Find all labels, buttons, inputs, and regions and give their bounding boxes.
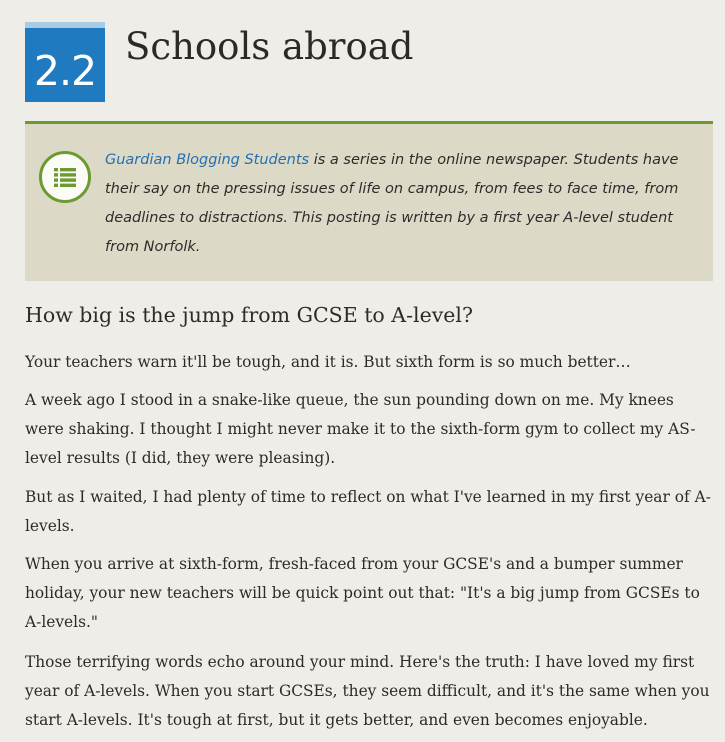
info-callout-description: is a series in the online newspaper. Students have their say on the pressing issues of life on campus, from fees to face time, from deadlines to distractions. This posting is written by a first year A-level student from Norfolk. (105, 152, 679, 255)
article-heading: How big is the jump from GCSE to A-level? (25, 303, 473, 327)
section-number-badge (25, 22, 105, 102)
list-icon (39, 151, 91, 203)
section-number: 2.2 (33, 47, 97, 95)
info-callout-box (25, 121, 713, 281)
article-paragraph: But as I waited, I had plenty of time to reflect on what I've learned in my first year of A-levels. (25, 488, 711, 535)
article-paragraph: A week ago I stood in a snake-like queue, the sun pounding down on me. My knees were shaking. I thought I might never make it to the sixth-form gym to collect my AS-level results (I did, they were pleasing). (25, 391, 696, 467)
guardian-blogging-students-link[interactable]: Guardian Blogging Students (105, 152, 310, 168)
article-paragraph: Your teachers warn it'll be tough, and it is. But sixth form is so much better… (25, 353, 631, 371)
article-paragraph: When you arrive at sixth-form, fresh-faced from your GCSE's and a bumper summer holiday, your new teachers will be quick point out that: "It's a big jump from GCSEs to A-levels." (25, 555, 700, 631)
page-title: Schools abroad (125, 25, 414, 68)
info-callout-text (105, 146, 705, 262)
article-paragraph: Those terrifying words echo around your mind. Here's the truth: I have loved my first year of A-levels. When you start GCSEs, they seem difficult, and it's the same when you start A-levels. It's tough at first, but it gets better, and even becomes enjoyable. (25, 653, 710, 729)
